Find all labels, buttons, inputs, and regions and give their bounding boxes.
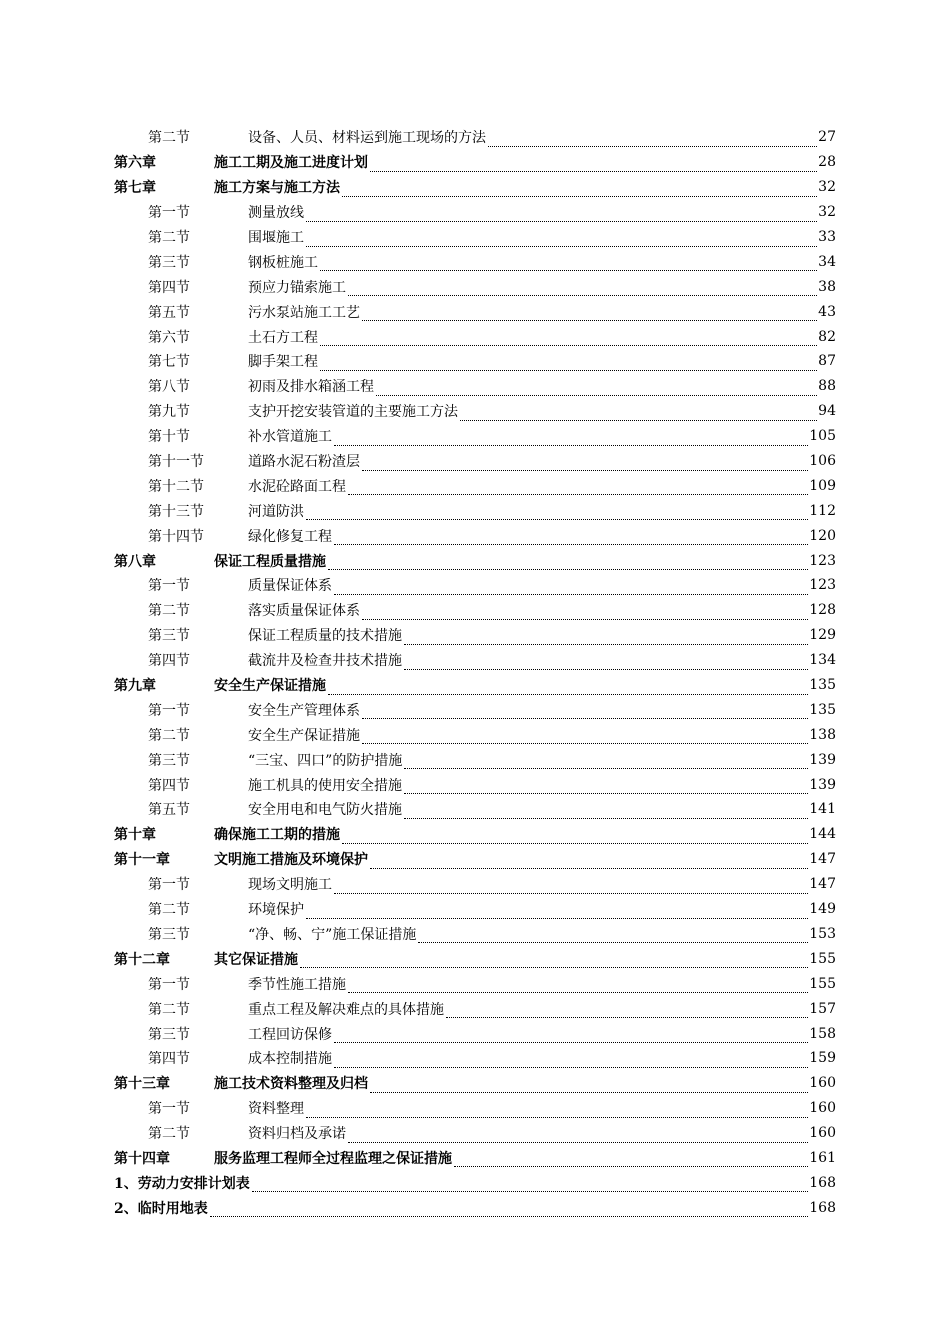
toc-entry-title: 道路水泥石粉渣层 (248, 451, 361, 471)
toc-entry-title: 确保施工工期的措施 (214, 824, 341, 844)
toc-entry[interactable] (114, 922, 836, 947)
toc-entry[interactable] (114, 797, 836, 822)
toc-entry-label: 第六节 (148, 329, 190, 346)
dot-leader (306, 207, 817, 222)
toc-entry-page-number: 160 (809, 1100, 836, 1117)
toc-entry-title: 绿化修复工程 (248, 526, 333, 546)
toc-entry-label: 第二节 (148, 727, 190, 744)
toc-entry-label: 第三节 (148, 628, 190, 645)
toc-entry-page-number: 106 (809, 453, 836, 470)
toc-entry-title: 预应力锚索施工 (248, 277, 347, 297)
dot-leader (362, 456, 808, 471)
toc-entry-page-number: 139 (809, 776, 836, 793)
toc-entry-page-number: 159 (809, 1050, 836, 1067)
toc-entry-title: 水泥砼路面工程 (248, 476, 347, 496)
toc-entry-label: 第十二节 (148, 478, 204, 495)
toc-entry-page-number: 135 (809, 677, 836, 694)
dot-leader (334, 431, 808, 446)
dot-leader (300, 953, 808, 968)
toc-entry[interactable] (114, 1146, 836, 1171)
dot-leader (210, 1202, 809, 1217)
toc-entry[interactable] (114, 747, 836, 772)
toc-entry[interactable] (114, 996, 836, 1021)
toc-entry-page-number: 134 (809, 652, 836, 669)
dot-leader (306, 505, 808, 520)
dot-leader (334, 1053, 808, 1068)
toc-entry[interactable] (114, 1071, 836, 1096)
toc-entry-page-number: 123 (809, 552, 836, 569)
toc-entry-title: 安全用电和电气防火措施 (248, 799, 403, 819)
dot-leader (348, 978, 808, 993)
dot-leader (404, 655, 808, 670)
toc-entry[interactable] (114, 249, 836, 274)
toc-entry[interactable] (114, 847, 836, 872)
dot-leader (328, 680, 808, 695)
toc-entry-page-number: 82 (818, 328, 836, 345)
dot-leader (252, 1177, 809, 1192)
toc-entry[interactable] (114, 598, 836, 623)
toc-entry[interactable] (114, 697, 836, 722)
dot-leader (334, 580, 808, 595)
toc-entry-page-number: 155 (809, 975, 836, 992)
toc-entry[interactable] (114, 374, 836, 399)
toc-entry-title: 保证工程质量的技术措施 (248, 625, 403, 645)
toc-entry-page-number: 88 (818, 378, 836, 395)
toc-entry-title: 资料整理 (248, 1098, 305, 1118)
toc-entry-title: “三宝、四口”的防护措施 (248, 750, 403, 770)
toc-entry[interactable] (114, 200, 836, 225)
toc-entry-page-number: 149 (809, 901, 836, 918)
toc-entry-label: 第四节 (148, 1051, 190, 1068)
toc-entry-title: 现场文明施工 (248, 874, 333, 894)
toc-entry-label: 第三节 (148, 926, 190, 943)
dot-leader (342, 829, 808, 844)
toc-entry-page-number: 141 (809, 801, 836, 818)
toc-entry-page-number: 38 (818, 278, 836, 295)
toc-entry-page-number: 161 (809, 1149, 836, 1166)
toc-entry-title: 成本控制措施 (248, 1048, 333, 1068)
toc-entry-title: 支护开挖安装管道的主要施工方法 (248, 401, 459, 421)
dot-leader (418, 928, 808, 943)
toc-entry-title: 安全生产管理体系 (248, 700, 361, 720)
toc-entry[interactable] (114, 1170, 836, 1195)
toc-entry[interactable] (114, 449, 836, 474)
toc-entry-title: 落实质量保证体系 (248, 600, 361, 620)
toc-entry-title: 保证工程质量措施 (214, 551, 327, 571)
toc-entry-page-number: 157 (809, 1000, 836, 1017)
toc-entry[interactable] (114, 1096, 836, 1121)
toc-entry-title: 施工方案与施工方法 (214, 177, 341, 197)
toc-entry-label: 第一节 (148, 1101, 190, 1118)
dot-leader (328, 555, 808, 570)
toc-entry-page-number: 28 (818, 154, 836, 171)
toc-entry-label: 第十三节 (148, 503, 204, 520)
toc-entry-page-number: 128 (809, 602, 836, 619)
toc-entry-page-number: 34 (818, 253, 836, 270)
toc-entry-label: 第二节 (148, 1001, 190, 1018)
toc-entry-title: 其它保证措施 (214, 949, 299, 969)
toc-entry[interactable] (114, 673, 836, 698)
toc-entry-page-number: 158 (809, 1025, 836, 1042)
dot-leader (342, 182, 817, 197)
toc-entry[interactable] (114, 623, 836, 648)
toc-entry-label: 第十章 (114, 827, 156, 844)
toc-entry-page-number: 129 (809, 627, 836, 644)
toc-entry[interactable] (114, 125, 836, 150)
toc-entry-title: 1、劳动力安排计划表 (114, 1173, 251, 1193)
dot-leader (306, 232, 817, 247)
toc-entry-label: 第二节 (148, 603, 190, 620)
toc-entry-label: 第二节 (148, 1126, 190, 1143)
toc-entry-label: 第六章 (114, 155, 156, 172)
toc-entry-page-number: 27 (818, 129, 836, 146)
toc-entry[interactable] (114, 473, 836, 498)
toc-entry-page-number: 139 (809, 751, 836, 768)
toc-entry-label: 第十四章 (114, 1150, 170, 1167)
toc-entry[interactable] (114, 324, 836, 349)
toc-entry[interactable] (114, 523, 836, 548)
toc-entry[interactable] (114, 175, 836, 200)
toc-entry-label: 第十三章 (114, 1076, 170, 1093)
toc-entry-label: 第五节 (148, 304, 190, 321)
toc-entry-page-number: 120 (809, 527, 836, 544)
dot-leader (446, 1003, 808, 1018)
toc-entry[interactable] (114, 1046, 836, 1071)
toc-entry-title: 安全生产保证措施 (248, 725, 361, 745)
toc-entry[interactable] (114, 1121, 836, 1146)
toc-entry-page-number: 160 (809, 1125, 836, 1142)
toc-entry-page-number: 94 (818, 403, 836, 420)
toc-entry[interactable] (114, 573, 836, 598)
toc-entry[interactable] (114, 274, 836, 299)
toc-entry-label: 第五节 (148, 802, 190, 819)
dot-leader (454, 1152, 808, 1167)
toc-entry-label: 第四节 (148, 279, 190, 296)
toc-entry-label: 第十二章 (114, 951, 170, 968)
dot-leader (370, 157, 817, 172)
toc-entry-title: 季节性施工措施 (248, 974, 347, 994)
dot-leader (376, 381, 817, 396)
toc-entry[interactable] (114, 872, 836, 897)
toc-entry-title: 测量放线 (248, 202, 305, 222)
dot-leader (362, 306, 817, 321)
toc-entry-title: 环境保护 (248, 899, 305, 919)
toc-entry[interactable] (114, 897, 836, 922)
table-of-contents (114, 125, 836, 1220)
dot-leader (362, 729, 808, 744)
toc-entry[interactable] (114, 349, 836, 374)
dot-leader (334, 530, 808, 545)
toc-entry-label: 第三节 (148, 254, 190, 271)
toc-entry-label: 第一节 (148, 578, 190, 595)
dot-leader (320, 331, 817, 346)
toc-entry-page-number: 105 (809, 428, 836, 445)
toc-entry-title: 施工机具的使用安全措施 (248, 775, 403, 795)
toc-entry-title: 土石方工程 (248, 327, 319, 347)
dot-leader (488, 132, 817, 147)
toc-entry-label: 第二节 (148, 230, 190, 246)
toc-entry-page-number: 147 (809, 851, 836, 868)
toc-entry[interactable] (114, 299, 836, 324)
toc-entry-label: 第七章 (114, 180, 156, 197)
toc-entry-title: 围堰施工 (248, 227, 305, 247)
dot-leader (334, 1028, 808, 1043)
toc-entry-page-number: 33 (818, 229, 836, 245)
dot-leader (320, 256, 817, 271)
toc-entry-label: 第七节 (148, 354, 190, 371)
dot-leader (460, 406, 817, 421)
dot-leader (306, 1103, 808, 1118)
toc-entry-page-number: 144 (809, 826, 836, 843)
toc-entry-page-number: 109 (809, 477, 836, 494)
dot-leader (348, 480, 808, 495)
toc-entry[interactable] (114, 1021, 836, 1046)
toc-entry-page-number: 168 (809, 1199, 836, 1216)
dot-leader (348, 1128, 808, 1143)
toc-entry[interactable] (114, 971, 836, 996)
toc-entry[interactable] (114, 772, 836, 797)
toc-entry[interactable] (114, 722, 836, 747)
toc-entry-label: 第十一章 (114, 852, 170, 869)
toc-entry-page-number: 32 (818, 179, 836, 196)
toc-entry-page-number: 135 (809, 701, 836, 718)
toc-entry-page-number: 153 (809, 925, 836, 942)
toc-entry-title: 施工技术资料整理及归档 (214, 1073, 369, 1093)
dot-leader (306, 904, 808, 919)
dot-leader (404, 630, 808, 645)
toc-entry-title: 截流井及检查井技术措施 (248, 650, 403, 670)
toc-entry-title: 施工工期及施工进度计划 (214, 152, 369, 172)
dot-leader (362, 704, 808, 719)
toc-entry-title: 河道防洪 (248, 501, 305, 521)
toc-entry[interactable] (114, 1195, 836, 1220)
toc-entry[interactable] (114, 399, 836, 424)
toc-entry-label: 第一节 (148, 702, 190, 719)
toc-entry-page-number: 138 (809, 726, 836, 743)
toc-entry[interactable] (114, 822, 836, 847)
toc-entry-page-number: 43 (818, 303, 836, 320)
toc-entry[interactable] (114, 648, 836, 673)
toc-entry[interactable] (114, 424, 836, 449)
toc-entry-page-number: 147 (809, 876, 836, 893)
dot-leader (320, 356, 817, 371)
toc-entry-label: 第九节 (148, 404, 190, 421)
dot-leader (404, 779, 808, 794)
toc-entry[interactable] (114, 498, 836, 523)
toc-entry-page-number: 112 (809, 502, 836, 519)
toc-entry[interactable] (114, 548, 836, 573)
toc-entry-label: 第八章 (114, 553, 156, 570)
toc-entry-label: 第一节 (148, 976, 190, 993)
dot-leader (348, 281, 817, 296)
toc-entry-label: 第一节 (148, 877, 190, 894)
toc-entry-title: 2、临时用地表 (114, 1198, 209, 1218)
toc-entry-title: 资料归档及承诺 (248, 1123, 347, 1143)
toc-entry-page-number: 160 (809, 1075, 836, 1092)
toc-entry-page-number: 87 (818, 353, 836, 370)
toc-entry-title: 服务监理工程师全过程监理之保证措施 (214, 1148, 453, 1168)
toc-entry-label: 第二节 (148, 130, 190, 147)
toc-entry-title: 安全生产保证措施 (214, 675, 327, 695)
toc-entry-label: 第一节 (148, 205, 190, 222)
toc-entry-label: 第二节 (148, 902, 190, 919)
dot-leader (370, 854, 808, 869)
toc-entry-title: 设备、人员、材料运到施工现场的方法 (248, 127, 487, 147)
toc-entry-label: 第四节 (148, 653, 190, 670)
toc-entry[interactable] (114, 150, 836, 175)
toc-entry-title: 质量保证体系 (248, 575, 333, 595)
dot-leader (404, 804, 808, 819)
toc-entry-label: 第三节 (148, 1026, 190, 1043)
dot-leader (362, 605, 808, 620)
dot-leader (370, 1078, 808, 1093)
dot-leader (334, 879, 808, 894)
toc-entry-label: 第八节 (148, 379, 190, 396)
toc-entry-title: “净、畅、宁”施工保证措施 (248, 924, 417, 944)
toc-entry-label: 第十节 (148, 429, 190, 446)
toc-entry-page-number: 32 (818, 204, 836, 221)
toc-entry-page-number: 168 (809, 1174, 836, 1191)
toc-entry-title: 钢板桩施工 (248, 252, 319, 272)
toc-entry-label: 第四节 (148, 777, 190, 794)
toc-entry[interactable] (114, 946, 836, 971)
toc-entry-title: 初雨及排水箱涵工程 (248, 376, 375, 396)
toc-entry-title: 污水泵站施工工艺 (248, 302, 361, 322)
toc-entry-title: 脚手架工程 (248, 351, 319, 371)
toc-entry-title: 工程回访保修 (248, 1024, 333, 1044)
toc-entry-label: 第九章 (114, 678, 156, 695)
toc-entry-title: 重点工程及解决难点的具体措施 (248, 999, 445, 1019)
toc-entry[interactable] (114, 225, 836, 250)
toc-entry-label: 第十一节 (148, 454, 204, 471)
toc-entry-page-number: 123 (809, 577, 836, 594)
toc-entry-label: 第十四节 (148, 528, 204, 545)
toc-entry-title: 补水管道施工 (248, 426, 333, 446)
toc-entry-title: 文明施工措施及环境保护 (214, 849, 369, 869)
toc-entry-label: 第三节 (148, 752, 190, 769)
toc-entry-page-number: 155 (809, 950, 836, 967)
dot-leader (404, 754, 808, 769)
